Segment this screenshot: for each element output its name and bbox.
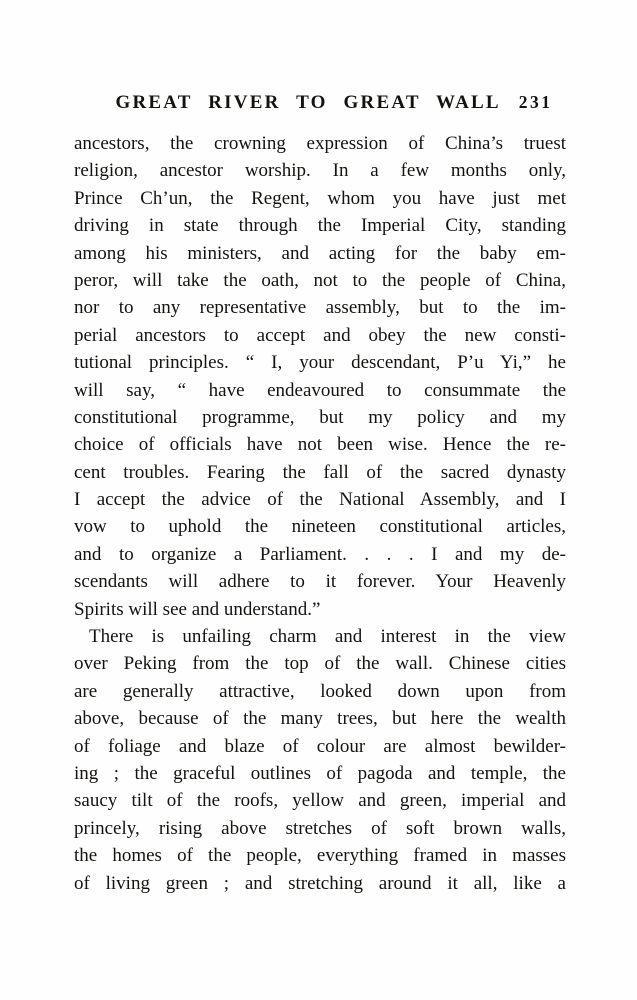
text-line: above, because of the many trees, but here the wealth <box>74 708 566 730</box>
chapter-title: GREAT RIVER TO GREAT WALL <box>115 92 501 113</box>
text-line: driving in state through the Imperial City, standing <box>74 215 566 237</box>
text-line: ing ; the graceful outlines of pagoda and temple, the <box>74 762 566 784</box>
text-line: over Peking from the top of the wall. Chinese cities <box>74 653 566 675</box>
text-line: the homes of the people, everything framed in masses <box>74 845 566 867</box>
text-line: peror, will take the oath, not to the people of China, <box>74 269 566 291</box>
text-line: Spirits will see and understand.” <box>74 598 321 620</box>
text-line: perial ancestors to accept and obey the new consti- <box>74 324 566 346</box>
text-body <box>74 130 566 897</box>
text-line: religion, ancestor worship. In a few months only, <box>74 160 566 182</box>
text-line: scendants will adhere to it forever. Your Heavenly <box>74 571 566 593</box>
text-line: are generally attractive, looked down upon from <box>74 680 566 702</box>
text-line: of living green ; and stretching around it all, like a <box>74 872 566 894</box>
text-line: There is unfailing charm and interest in the view <box>89 626 566 648</box>
text-line: nor to any representative assembly, but to the im- <box>74 297 566 319</box>
text-line: constitutional programme, but my policy and my <box>74 406 566 428</box>
text-line: cent troubles. Fearing the fall of the sacred dynasty <box>74 461 566 483</box>
text-line: ancestors, the crowning expression of China’s truest <box>74 133 566 154</box>
text-line: tutional principles. “ I, your descendant, P’u Yi,” he <box>74 352 566 374</box>
text-line: and to organize a Parliament. . . . I and my de- <box>74 543 566 565</box>
running-header <box>74 92 566 114</box>
text-line: I accept the advice of the National Assembly, and I <box>74 489 566 511</box>
text-line: of foliage and blaze of colour are almost bewilder- <box>74 735 566 757</box>
text-line: princely, rising above stretches of soft brown walls, <box>74 817 566 839</box>
text-line: saucy tilt of the roofs, yellow and green, imperial and <box>74 790 566 812</box>
text-line: vow to uphold the nineteen constitutional articles, <box>74 516 566 538</box>
text-line: will say, “ have endeavoured to consummate the <box>74 379 566 401</box>
text-line: choice of officials have not been wise. Hence the re- <box>74 434 566 456</box>
text-line: among his ministers, and acting for the baby em- <box>74 242 566 264</box>
text-line: Prince Ch’un, the Regent, whom you have just met <box>74 187 566 209</box>
page-number: 231 <box>518 92 553 112</box>
